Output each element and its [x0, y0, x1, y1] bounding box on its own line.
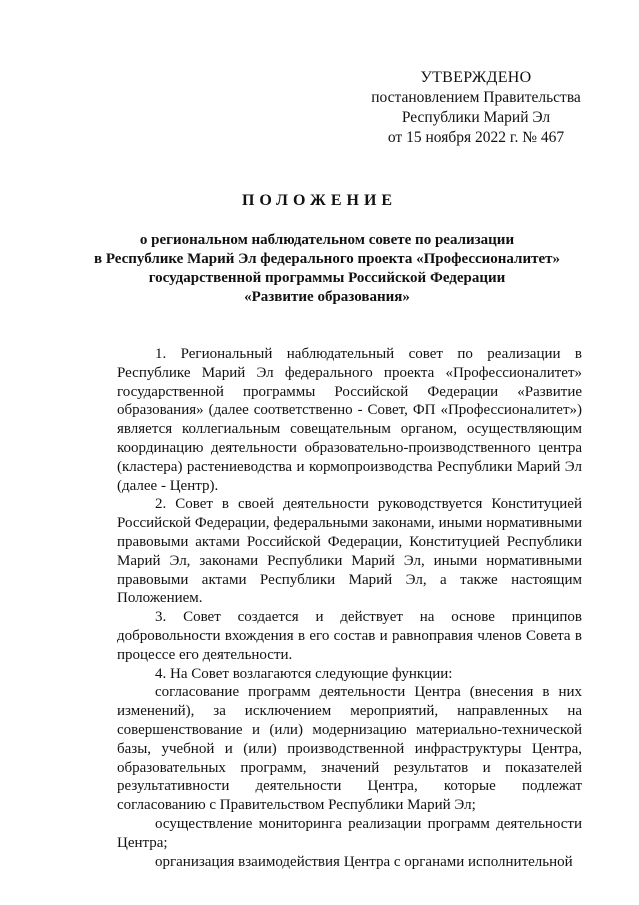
approval-stamp [365, 68, 587, 148]
document-title: ПОЛОЖЕНИЕ [241, 192, 398, 209]
approval-line-1: постановлением Правительства [371, 89, 581, 106]
approval-heading: УТВЕРЖДЕНО [420, 69, 532, 86]
paragraph-3: 3. Совет создается и действует на основе принципов добровольности вхождения в его состав и равноправия членов Совета в процессе его деятельности. [117, 609, 582, 663]
subtitle-line-1: о региональном наблюдательном совете по реализации [139, 232, 515, 248]
paragraph-2: 2. Совет в своей деятельности руководствуется Конституцией Российской Федерации, федеральными законами, иными нормативными правовыми актами Российской Федерации, Конституцией Республики Марий Эл, законами Республики Марий Эл, иными нормативными правовыми актами Республики Марий Эл, а также настоящим Положением. [117, 496, 582, 607]
paragraph-6: осуществление мониторинга реализации программ деятельности Центра; [117, 815, 582, 851]
paragraph-4: 4. На Совет возлагаются следующие функции: [155, 665, 453, 682]
document-subtitle [60, 231, 594, 307]
approval-line-3: от 15 ноября 2022 г. № 467 [387, 129, 565, 146]
paragraph-5: согласование программ деятельности Центра (внесения в них изменений), за исключением мероприятий, направленных на совершенствование и (или) модернизацию материально-технической базы, учебной и (или) производственной инфраструктуры Центра, образовательных программ, значений результатов и показателей результативности деятельности Центра, которые подлежат согласованию с Правительством Республики Марий Эл; [117, 684, 582, 814]
paragraph-7: организация взаимодействия Центра с органами исполнительной [155, 853, 573, 870]
subtitle-line-4: «Развитие образования» [244, 289, 410, 305]
subtitle-line-2: в Республике Марий Эл федерального проекта «Профессионалитет» [93, 251, 561, 267]
approval-line-2: Республики Марий Эл [401, 109, 551, 126]
document-body [117, 345, 582, 871]
subtitle-line-3: государственной программы Российской Федерации [148, 270, 506, 286]
paragraph-1: 1. Региональный наблюдательный совет по реализации в Республике Марий Эл федерального проекта «Профессионалитет» государственной программы Российской Федерации «Развитие образования» (далее соответственно - Совет, ФП «Профессионалитет») является коллегиальным совещательным органом, осуществляющим координацию деятельности образовательно-производственного центра (кластера) растениеводства и кормопроизводства Республики Марий Эл (далее - Центр). [117, 346, 582, 494]
